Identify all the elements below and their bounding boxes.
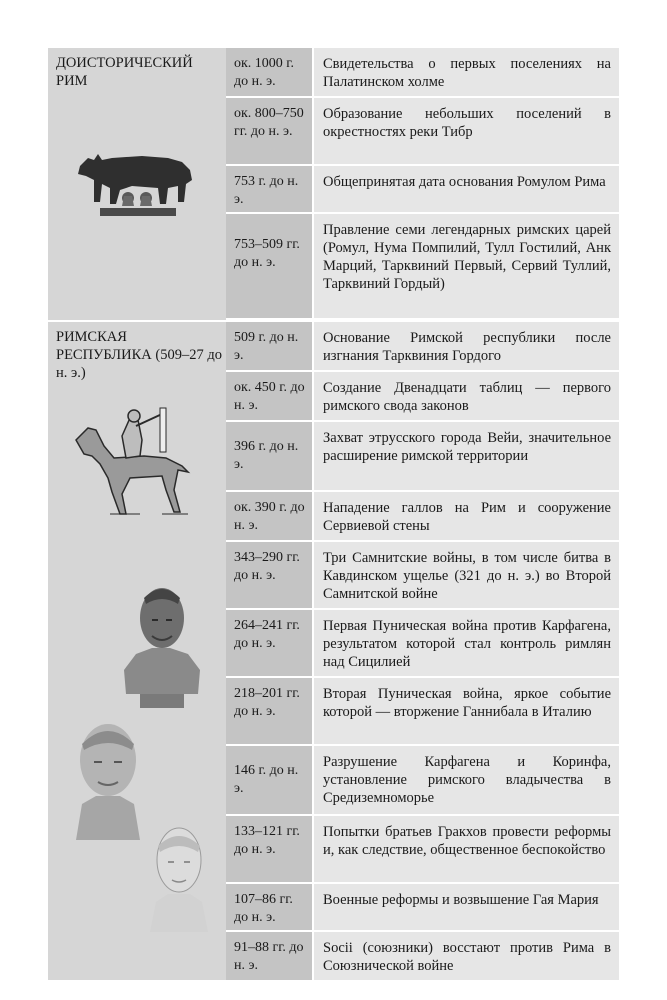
timeline-row <box>226 492 619 542</box>
row-date: ок. 800–750 гг. до н. э. <box>226 98 314 164</box>
row-date: ок. 390 г. до н. э. <box>226 492 314 540</box>
timeline-row <box>226 166 619 214</box>
row-event: Socii (союзники) восстают против Рима в Союзнической войне <box>314 932 619 980</box>
timeline-row <box>226 678 619 746</box>
timeline-row <box>226 214 619 320</box>
era-title: ДОИСТОРИЧЕСКИЙ РИМ <box>56 55 193 89</box>
row-date: ок. 1000 г. до н. э. <box>226 48 314 96</box>
caesar-bust-icon <box>146 822 212 934</box>
timeline-row <box>226 542 619 610</box>
timeline-row <box>226 884 619 932</box>
row-date: 753 г. до н. э. <box>226 166 314 212</box>
era-roman-republic <box>48 320 619 980</box>
row-event: Разрушение Карфагена и Коринфа, установление римского владычества в Средиземноморье <box>314 746 619 814</box>
timeline-row <box>226 98 619 166</box>
row-date: 218–201 гг. до н. э. <box>226 678 314 744</box>
row-date: 107–86 гг. до н. э. <box>226 884 314 930</box>
roman-horseman-icon <box>70 406 194 526</box>
row-event: Захват этрусского города Вейи, значительное расширение римской территории <box>314 422 619 490</box>
era-title: РИМСКАЯ РЕСПУБЛИКА (509–27 до н. э.) <box>56 329 222 381</box>
timeline-row <box>226 932 619 980</box>
timeline-table <box>48 48 619 980</box>
row-date: 264–241 гг. до н. э. <box>226 610 314 676</box>
row-event: Правление семи легендарных римских царей (Ромул, Нума Помпилий, Тулл Гостилий, Анк Марций, Тарквиний Первый, Сервий Туллий, Тарквиний Гордый) <box>314 214 619 318</box>
row-event: Основание Римской республики после изгнания Тарквиния Гордого <box>314 322 619 370</box>
row-date: 146 г. до н. э. <box>226 746 314 814</box>
hannibal-bust-icon <box>106 574 216 710</box>
row-event: Создание Двенадцати таблиц — первого римского свода законов <box>314 372 619 420</box>
timeline-row <box>226 746 619 816</box>
timeline-row <box>226 610 619 678</box>
row-date: 753–509 гг. до н. э. <box>226 214 314 318</box>
era-prehistoric-rome <box>48 48 619 320</box>
row-event: Вторая Пуническая война, яркое событие которой — вторжение Ганнибала в Италию <box>314 678 619 744</box>
row-event: Свидетельства о первых поселениях на Палатинском холме <box>314 48 619 96</box>
row-event: Нападение галлов на Рим и сооружение Сервиевой стены <box>314 492 619 540</box>
row-event: Первая Пуническая война против Карфагена, результатом которой стал контроль римлян над Сицилией <box>314 610 619 676</box>
era-label-cell <box>48 48 226 320</box>
row-date: 509 г. до н. э. <box>226 322 314 370</box>
row-date: 133–121 гг. до н. э. <box>226 816 314 882</box>
capitoline-wolf-icon <box>72 136 202 218</box>
row-date: 91–88 гг. до н. э. <box>226 932 314 980</box>
timeline-row <box>226 372 619 422</box>
row-date: ок. 450 г. до н. э. <box>226 372 314 420</box>
timeline-row <box>226 48 619 98</box>
sulla-bust-icon <box>68 718 148 842</box>
timeline-row <box>226 322 619 372</box>
timeline-row <box>226 816 619 884</box>
timeline-row <box>226 422 619 492</box>
row-event: Общепринятая дата основания Ромулом Рима <box>314 166 619 212</box>
row-event: Военные реформы и возвышение Гая Мария <box>314 884 619 930</box>
row-event: Образование небольших поселений в окрестностях реки Тибр <box>314 98 619 164</box>
row-date: 396 г. до н. э. <box>226 422 314 490</box>
row-date: 343–290 гг. до н. э. <box>226 542 314 608</box>
row-event: Попытки братьев Гракхов провести реформы и, как следствие, общественное беспокойство <box>314 816 619 882</box>
era-label-cell <box>48 322 226 980</box>
row-event: Три Самнитские войны, в том числе битва в Кавдинском ущелье (321 до н. э.) во Второй Самнитской войне <box>314 542 619 608</box>
